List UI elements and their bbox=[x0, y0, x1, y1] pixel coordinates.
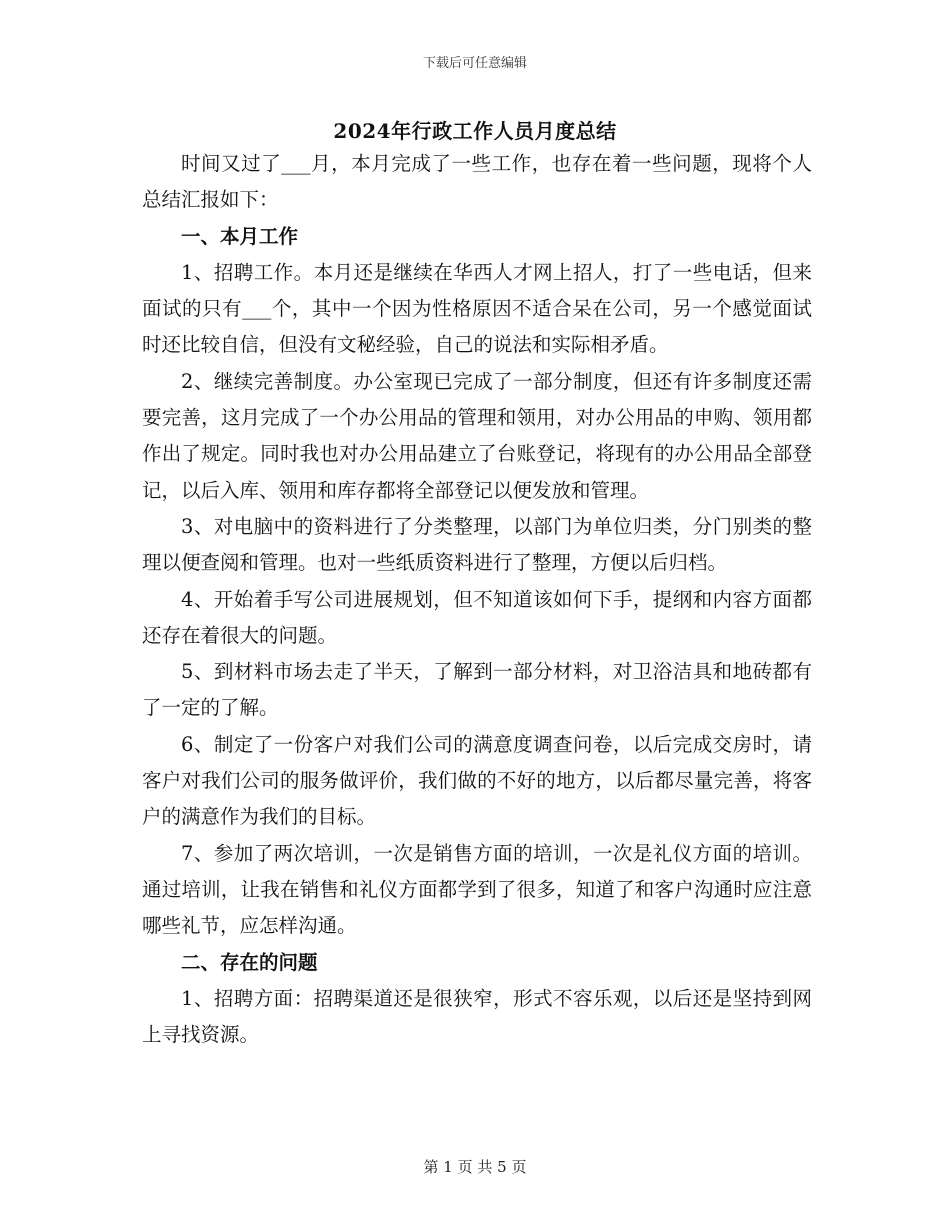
work-item-4: 4、开始着手写公司进展规划，但不知道该如何下手，提纲和内容方面都还存在着很大的问题。 bbox=[142, 587, 812, 647]
work-item-5: 5、到材料市场去走了半天，了解到一部分材料，对卫浴洁具和地砖都有了一定的了解。 bbox=[142, 660, 812, 720]
document-body bbox=[142, 146, 812, 1053]
work-item-6: 6、制定了一份客户对我们公司的满意度调查问卷，以后完成交房时，请客户对我们公司的服务做评价，我们做的不好的地方，以后都尽量完善，将客户的满意作为我们的目标。 bbox=[142, 732, 812, 829]
work-item-3: 3、对电脑中的资料进行了分类整理，以部门为单位归类，分门别类的整理以便查阅和管理。也对一些纸质资料进行了整理，方便以后归档。 bbox=[142, 514, 812, 575]
work-item-1: 1、招聘工作。本月还是继续在华西人才网上招人，打了一些电话，但来面试的只有___个，其中一个因为性格原因不适合呆在公司，另一个感觉面试时还比较自信，但没有文秘经验，自己的说法和实际相矛盾。 bbox=[142, 260, 812, 357]
work-item-7: 7、参加了两次培训，一次是销售方面的培训，一次是礼仪方面的培训。通过培训，让我在销售和礼仪方面都学到了很多，知道了和客户沟通时应注意哪些礼节，应怎样沟通。 bbox=[142, 841, 812, 938]
page-header-note: 下载后可任意编辑 bbox=[422, 56, 527, 71]
section-heading-monthly-work: 一、本月工作 bbox=[181, 224, 299, 248]
intro-paragraph: 时间又过了___月，本月完成了一些工作，也存在着一些问题，现将个人总结汇报如下： bbox=[142, 152, 812, 212]
page-number: 第 1 页 共 5 页 bbox=[423, 1158, 527, 1176]
work-item-2: 2、继续完善制度。办公室现已完成了一部分制度，但还有许多制度还需要完善，这月完成了一个办公用品的管理和领用，对办公用品的申购、领用都作出了规定。同时我也对办公用品建立了台账登记，将现有的办公用品全部登记，以后入库、领用和库存都将全部登记以便发放和管理。 bbox=[142, 369, 812, 502]
section-heading-problems: 二、存在的问题 bbox=[181, 950, 318, 974]
problem-item-1: 1、招聘方面：招聘渠道还是很狭窄，形式不容乐观，以后还是坚持到网上寻找资源。 bbox=[142, 986, 812, 1047]
document-title: 2024年行政工作人员月度总结 bbox=[333, 119, 617, 143]
